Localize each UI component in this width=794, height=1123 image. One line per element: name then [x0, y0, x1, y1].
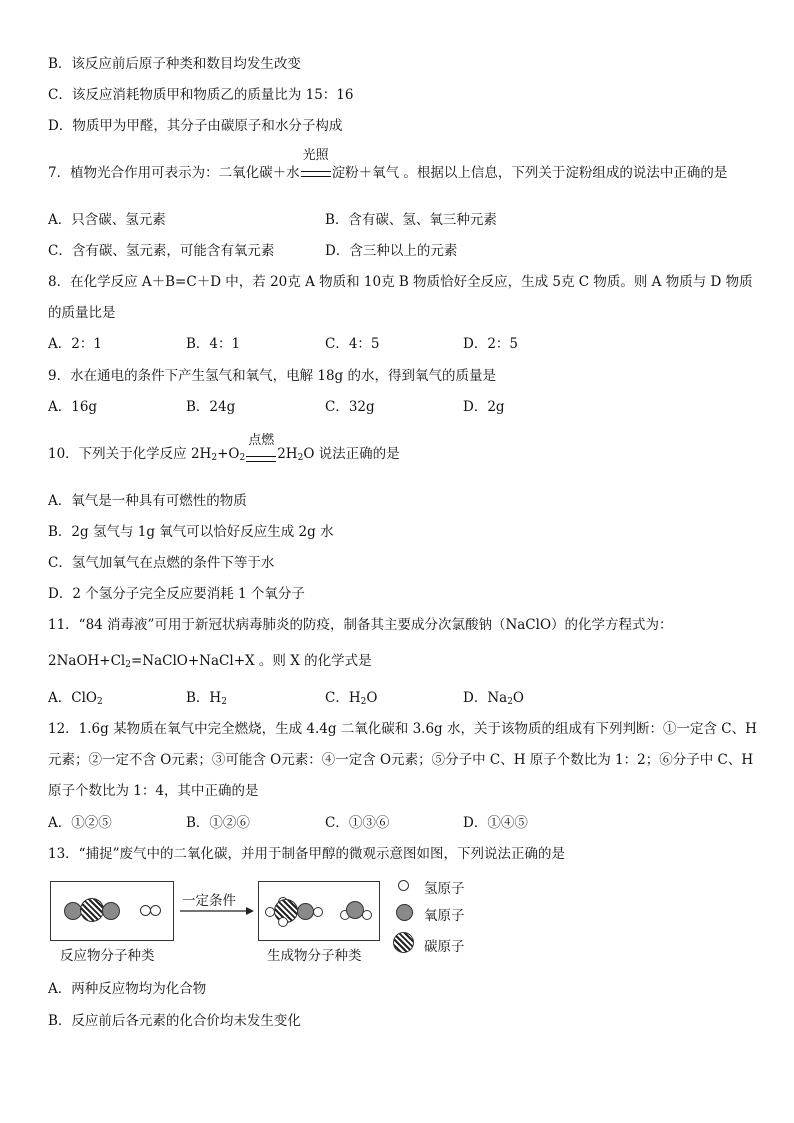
q11-option-b: B．$H_2$	[186, 690, 227, 707]
question-13-stem: 13．“捕捉”废气中的二氧化碳，并用于制备甲醇的微观示意图如图，下列说法正确的是	[48, 846, 565, 862]
hydrogen-atom-icon	[313, 907, 323, 917]
q13-option-a: A．两种反应物均为化合物	[48, 981, 207, 997]
q12-option-b: B．①②⑥	[186, 815, 250, 831]
oxygen-atom-icon	[102, 902, 120, 920]
question-9-stem: 9．水在通电的条件下产生氢气和氧气，电解 18g 的水，得到氧气的质量是	[48, 368, 496, 384]
question-12-stem-line3: 原子个数比为 1：4，其中正确的是	[48, 783, 259, 799]
q9-option-d: D．2g	[463, 399, 505, 415]
legend-oxygen-label: 氧原子	[424, 908, 465, 924]
oxygen-atom-icon	[297, 903, 314, 920]
q8-option-d: D．2：5	[463, 336, 519, 352]
question-11-equation: $2NaOH+Cl_2=NaClO+NaCl+X$ 。则 X 的化学式是	[48, 653, 372, 670]
q12-option-a: A．①②⑤	[48, 815, 112, 831]
question-12-stem-line1: 12．1.6g 某物质在氧气中完全燃烧，生成 4.4g 二氧化碳和 3.6g 水，关于该物质的组成有下列判断：①一定含 C、H	[48, 721, 757, 737]
q10-option-c: C．氢气加氧气在点燃的条件下等于水	[48, 555, 275, 571]
question-10-stem: 10．下列关于化学反应 $2H_2+O_2$ 点燃 $2H_2O$ 说法正确的是	[48, 445, 400, 467]
q8-option-b: B．4：1	[186, 336, 241, 352]
q11-option-d: D．$Na_2O$	[463, 690, 524, 707]
q10-option-a: A．氧气是一种具有可燃性的物质	[48, 493, 247, 509]
q7-option-a: A．只含碳、氢元素	[48, 212, 166, 228]
question-8-stem-line2: 的质量比是	[48, 305, 116, 321]
reaction-condition-arrow	[245, 433, 277, 467]
q7-option-b: B．含有碳、氢、氧三种元素	[325, 212, 497, 228]
hydrogen-legend-icon	[398, 880, 409, 891]
arrow-label: 一定条件	[182, 893, 236, 909]
option-c-q6: C．该反应消耗物质甲和物质乙的质量比为 15：16	[48, 87, 354, 103]
question-8-stem-line1: 8．在化学反应 A＋B=C＋D 中，若 20克 A 物质和 10克 B 物质恰好全反应，生成 5克 C 物质。则 A 物质与 D 物质	[48, 274, 753, 290]
q10-option-d: D．2 个氢分子完全反应要消耗 1 个氧分子	[48, 586, 305, 602]
q9-option-c: C．32g	[325, 399, 375, 415]
q8-option-a: A．2：1	[48, 336, 102, 352]
q7-option-c: C．含有碳、氢元素，可能含有氧元素	[48, 243, 275, 259]
reaction-condition-arrow	[300, 148, 332, 182]
carbon-atom-icon	[80, 898, 104, 922]
question-11-stem: 11．“84 消毒液”可用于新冠状病毒肺炎的防疫，制备其主要成分次氯酸钠（NaClO）的化学方程式为：	[48, 617, 673, 633]
legend-carbon-label: 碳原子	[424, 939, 465, 955]
legend-hydrogen-label: 氢原子	[424, 881, 465, 897]
q12-option-d: D．①④⑤	[463, 815, 528, 831]
hydrogen-atom-icon	[278, 917, 288, 927]
q10-option-b: B．2g 氢气与 1g 氧气可以恰好反应生成 2g 水	[48, 524, 334, 540]
q7-option-d: D．含三种以上的元素	[325, 243, 458, 259]
product-caption: 生成物分子种类	[267, 948, 362, 964]
right-arrow-icon	[178, 906, 256, 916]
q11-option-a: A．ClO$_2$	[48, 690, 103, 707]
oxygen-legend-icon	[396, 904, 413, 921]
q11-option-c: C．$H_2O$	[325, 690, 378, 707]
q9-option-a: A．16g	[48, 399, 98, 415]
carbon-legend-icon	[393, 932, 414, 953]
option-b-q6: B．该反应前后原子种类和数目均发生改变	[48, 56, 301, 72]
question-12-stem-line2: 元素；②一定不含 O元素；③可能含 O元素：④一定含 O元素；⑤分子中 C、H 原子个数比为 1：2；⑥分子中 C、H	[48, 752, 754, 768]
option-d-q6: D．物质甲为甲醛，其分子由碳原子和水分子构成	[48, 118, 343, 134]
question-7-stem: 7．植物光合作用可表示为：二氧化碳＋水 光照 淀粉＋氧气 。根据以上信息，下列关于淀粉组成的说法中正确的是	[48, 148, 728, 181]
q13-option-b: B．反应前后各元素的化合价均未发生变化	[48, 1013, 301, 1029]
reactant-caption: 反应物分子种类	[60, 948, 155, 964]
condition-ignite: 点燃	[248, 433, 275, 448]
condition-light: 光照	[302, 148, 329, 163]
q12-option-c: C．①③⑥	[325, 815, 390, 831]
hydrogen-atom-icon	[150, 905, 161, 916]
q9-option-b: B．24g	[186, 399, 236, 415]
q8-option-c: C．4：5	[325, 336, 380, 352]
hydrogen-atom-icon	[362, 910, 372, 920]
